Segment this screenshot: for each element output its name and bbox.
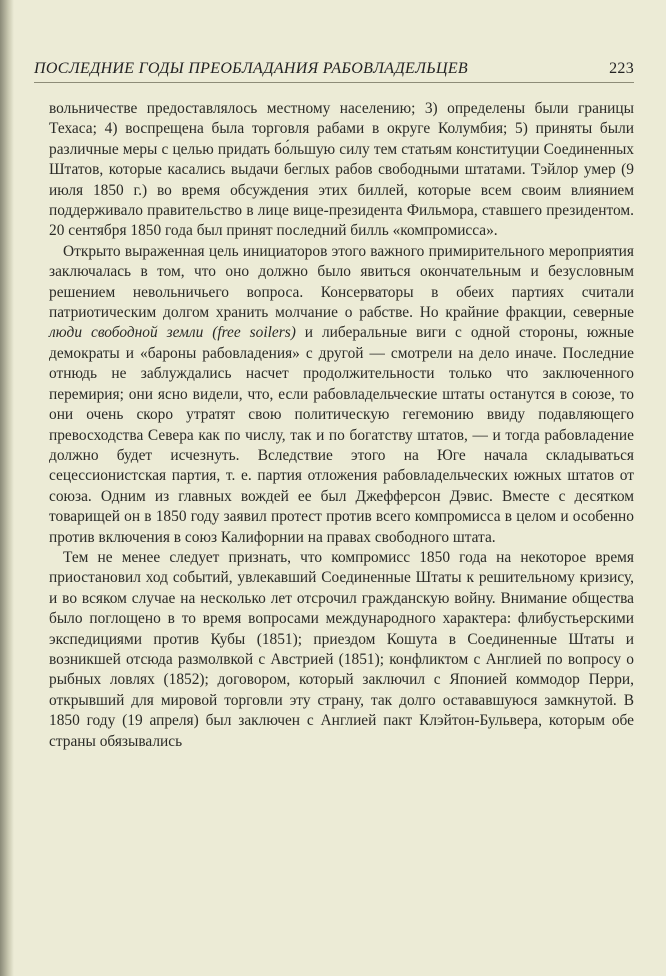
- page-number: 223: [609, 60, 634, 77]
- paragraph-2-part-b: и либеральные виги с одной стороны, южные демократы и «бароны рабовладения» с другой — смотрели на дело иначе. Последние отнюдь не заблуждались насчет продолжительности только что заключенного перемирия; они ясно видели, что, если рабовладельческие штаты останутся в союзе, то они очень скоро утратят свою политическую гегемонию ввиду подавляющего превосходства Севера как по числу, так и по богатству штатов, — и тогда рабовладение должно будет исчезнуть. Вследствие этого на Юге начала складываться сецессионистская партия, т. е. партия отложения рабовладельческих южных штатов от союза. Одним из главных вождей ее был Джефферсон Дэвис. Вместе с десятком товарищей он в 1850 году заявил протест против всего компромисса в целом и особенно против включения в союз Калифорнии на правах свободного штата.: [49, 324, 635, 546]
- running-head: [34, 60, 634, 83]
- running-title: ПОСЛЕДНИЕ ГОДЫ ПРЕОБЛАДАНИЯ РАБОВЛАДЕЛЬЦЕВ: [34, 60, 469, 77]
- paragraph-2-part-a: Открыто выраженная цель инициаторов этого важного примирительного мероприятия заключалась в том, что оно должно было явиться окончательным и безусловным решением невольничьего вопроса. Консерваторы в обеих партиях считали патриотическим долгом хранить молчание о рабстве. Но крайние фракции, северные: [49, 242, 634, 322]
- paragraph-1: вольничестве предоставлялось местному населению; 3) определены были границы Техаса; 4) воспрещена была торговля рабами в округе Колумбия; 5) приняты были различные меры с целью придать бо́льшую силу тем статьям конституции Соединенных Штатов, которые касались выдачи беглых рабов свободными штатами. Тэйлор умер (9 июля 1850 г.) во время обсуждения этих биллей, которые всем своим влиянием поддерживало правительство в лице вице-президента Фильмора, ставшего президентом. 20 сентября 1850 года был принят последний билль «компромисса».: [49, 100, 634, 240]
- book-spine-shadow: [0, 0, 14, 976]
- paragraph-3: Тем не менее следует признать, что компромисс 1850 года на некоторое время приостановил ход событий, увлекавший Соединенные Штаты к решительному кризису, и во всяком случае на несколько лет отсрочил гражданскую войну. Внимание общества было поглощено в то время вопросами международного характера: флибустьерскими экспедициями против Кубы (1851); приездом Кошута в Соединенные Штаты и возникшей отсюда размолвкой с Австрией (1851); конфликтом с Англией по вопросу о рыбных ловлях (1852); договором, который заключил с Японией коммодор Перри, открывший для мировой торговли эту страну, так долго остававшуюся замкнутой. В 1850 году (19 апреля) был заключен с Англией пакт Клэйтон-Бульвера, которым обе страны обязывались: [49, 548, 634, 750]
- book-page: [34, 60, 634, 752]
- paragraph-2: [49, 242, 634, 548]
- paragraph-2-italic-term: люди свободной земли (free soilers): [49, 324, 296, 342]
- body-text: [34, 99, 634, 752]
